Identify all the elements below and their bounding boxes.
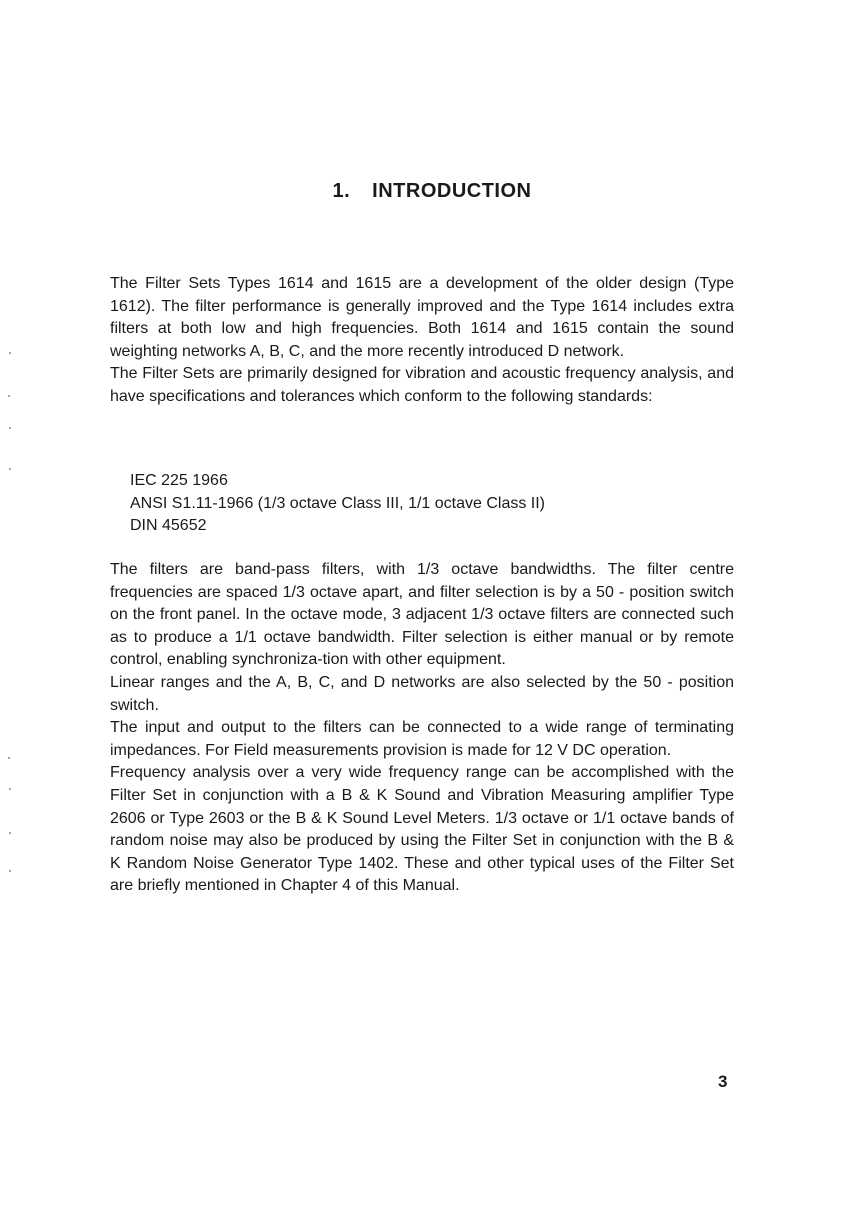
- paragraph: The filters are band-pass filters, with 1/3 octave bandwidths. The filter centre frequencies are spaced 1/3 octave apart, and filter selection is by a 50 - position switch on the front panel. In the octave mode, 3 adjacent 1/3 octave filters are connected such as to produce a 1/1 octave bandwidth. Filter selection is either manual or by remote control, enabling synchroniza-tion with other equipment.: [110, 561, 734, 669]
- paragraph: The Filter Sets are primarily designed for vibration and acoustic frequency analysis, and have specifications and tolerances which conform to the following standards:: [110, 365, 734, 405]
- paragraph: The Filter Sets Types 1614 and 1615 are a development of the older design (Type 1612). The filter performance is generally improved and the Type 1614 includes extra filters at both low and high frequencies. Both 1614 and 1615 contain the sound weighting networks A, B, C, and the more recently introduced D network.: [110, 275, 734, 360]
- paragraph: The input and output to the filters can be connected to a wide range of terminating impedances. For Field measurements provision is made for 12 V DC operation.: [110, 719, 734, 759]
- page-number: 3: [718, 1072, 728, 1091]
- chapter-title: INTRODUCTION: [372, 180, 532, 202]
- scan-speck: [9, 468, 11, 470]
- scan-speck: [9, 870, 11, 872]
- scan-speck: [9, 832, 11, 834]
- description-text-block: [110, 559, 734, 898]
- scan-speck: [8, 757, 10, 759]
- chapter-heading: [0, 180, 864, 203]
- standard-item: DIN 45652: [130, 517, 207, 535]
- standard-item: IEC 225 1966: [130, 472, 228, 489]
- standards-list: [130, 470, 545, 538]
- paragraph: Linear ranges and the A, B, C, and D networks are also selected by the 50 - position switch.: [110, 673, 734, 714]
- standard-item: ANSI S1.11-1966 (1/3 octave Class III, 1/1 octave Class II): [130, 494, 546, 512]
- scan-speck: [9, 427, 11, 429]
- scan-speck: [9, 352, 11, 354]
- intro-text-block: [110, 273, 734, 409]
- scan-speck: [8, 395, 10, 397]
- scan-speck: [9, 788, 11, 790]
- paragraph: Frequency analysis over a very wide frequency range can be accomplished with the Filter Set in conjunction with a B & K Sound and Vibration Measuring amplifier Type 2606 or Type 2603 or the B & K Sound Level Meters. 1/3 octave or 1/1 octave bands of random noise may also be produced by using the Filter Set in conjunction with the B & K Random Noise Generator Type 1402. These and other typical uses of the Filter Set are briefly mentioned in Chapter 4 of this Manual.: [110, 764, 734, 895]
- chapter-number: 1.: [332, 180, 351, 202]
